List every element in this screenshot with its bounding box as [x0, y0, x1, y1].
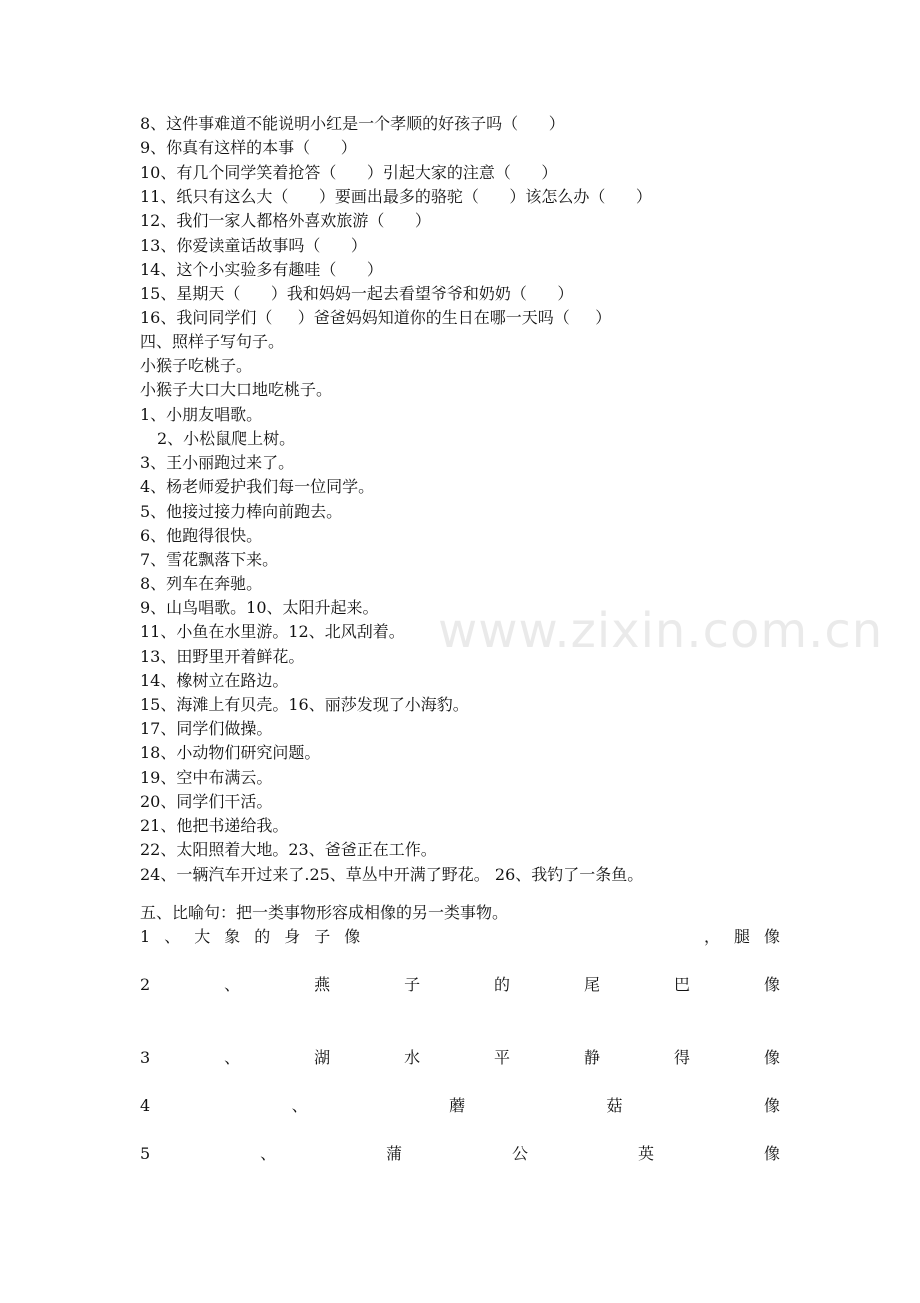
simile-char: 大: [194, 927, 211, 946]
simile-line-2: [140, 974, 780, 996]
text-line: 14、这个小实验多有趣哇（ ）: [140, 260, 383, 279]
text-line: 21、他把书递给我。: [140, 816, 289, 835]
simile-char: 蒲: [386, 1144, 403, 1163]
simile-char: 2: [140, 975, 151, 994]
simile-char: 尾: [584, 975, 601, 994]
text-line: 18、小动物们研究问题。: [140, 743, 321, 762]
text-line: 14、橡树立在路边。: [140, 671, 289, 690]
text-line: 2、小松鼠爬上树。: [157, 429, 296, 448]
text-line: 五、比喻句：把一类事物形容成相像的另一类事物。: [140, 903, 509, 922]
text-line: 19、空中布满云。: [140, 768, 273, 787]
text-line: 12、我们一家人都格外喜欢旅游（ ）: [140, 211, 431, 230]
simile-char: 像: [763, 1048, 780, 1067]
text-line: 13、田野里开着鲜花。: [140, 647, 305, 666]
text-line: 小猴子大口大口地吃桃子。: [140, 380, 333, 399]
text-line: 4、杨老师爱护我们每一位同学。: [140, 477, 375, 496]
simile-char: 子: [314, 927, 331, 946]
simile-line-4: [140, 1095, 780, 1117]
text-line: 13、你爱读童话故事吗（ ）: [140, 236, 367, 255]
simile-char: 的: [494, 975, 511, 994]
text-line: 5、他接过接力棒向前跑去。: [140, 502, 343, 521]
text-line: 小猴子吃桃子。: [140, 356, 253, 375]
simile-char: 1: [140, 927, 151, 946]
simile-char: 静: [584, 1048, 601, 1067]
simile-char: 5: [140, 1144, 151, 1163]
text-line: 四、照样子写句子。: [140, 332, 285, 351]
simile-char: 湖: [314, 1048, 331, 1067]
simile-char: 4: [140, 1096, 151, 1115]
text-line: 10、有几个同学笑着抢答（ ）引起大家的注意（ ）: [140, 163, 558, 182]
text-line: 11、小鱼在水里游。12、北风刮着。: [140, 622, 405, 641]
text-line: 24、一辆汽车开过来了.25、草丛中开满了野花。 26、我钓了一条鱼。: [140, 865, 644, 884]
text-line: 22、太阳照着大地。23、爸爸正在工作。: [140, 840, 437, 859]
text-line: 15、星期天（ ）我和妈妈一起去看望爷爷和奶奶（ ）: [140, 284, 574, 303]
text-line: 9、你真有这样的本事（ ）: [140, 138, 357, 157]
simile-char: 得: [673, 1048, 690, 1067]
text-line: 7、雪花飘落下来。: [140, 550, 279, 569]
watermark: www.zixin.com.cn: [438, 603, 884, 659]
simile-line-1: [140, 926, 780, 948]
text-line: 15、海滩上有贝壳。16、丽莎发现了小海豹。: [140, 695, 469, 714]
simile-char: 像: [344, 927, 361, 946]
simile-char: 像: [763, 1144, 780, 1163]
simile-char: 身: [284, 927, 301, 946]
simile-char: 子: [404, 975, 421, 994]
simile-char: 菇: [606, 1096, 623, 1115]
text-line: 16、我问同学们（ ）爸爸妈妈知道你的生日在哪一天吗（ ）: [140, 308, 612, 327]
text-line: 9、山鸟唱歌。10、太阳升起来。: [140, 598, 379, 617]
simile-char: 蘑: [449, 1096, 466, 1115]
text-line: 11、纸只有这么大（ ）要画出最多的骆驼（ ）该怎么办（ ）: [140, 187, 652, 206]
simile-char: 水: [404, 1048, 421, 1067]
simile-char: 、: [260, 1144, 277, 1163]
simile-char: 、: [164, 927, 181, 946]
simile-char: 象: [224, 927, 241, 946]
text-line: 1、小朋友唱歌。: [140, 405, 263, 424]
text-line: 17、同学们做操。: [140, 719, 273, 738]
simile-char: ，: [703, 927, 720, 946]
simile-char: 公: [512, 1144, 529, 1163]
simile-line-5: [140, 1143, 780, 1165]
simile-char: 平: [494, 1048, 511, 1067]
simile-char: 腿: [733, 927, 750, 946]
simile-char: 英: [637, 1144, 654, 1163]
simile-char: 像: [763, 1096, 780, 1115]
text-line: 3、王小丽跑过来了。: [140, 453, 295, 472]
simile-char: 的: [254, 927, 271, 946]
simile-char: 燕: [314, 975, 331, 994]
simile-char: 像: [763, 975, 780, 994]
simile-char: 巴: [673, 975, 690, 994]
simile-line-3: [140, 1047, 780, 1069]
simile-char: 、: [224, 1048, 241, 1067]
simile-char: 像: [763, 927, 780, 946]
simile-line-1-right: [704, 926, 780, 948]
text-line: 8、这件事难道不能说明小红是一个孝顺的好孩子吗（ ）: [140, 114, 565, 133]
text-line: 20、同学们干活。: [140, 792, 273, 811]
simile-char: 3: [140, 1048, 151, 1067]
text-line: 8、列车在奔驰。: [140, 574, 263, 593]
simile-line-1-left: [140, 926, 360, 948]
simile-char: 、: [224, 975, 241, 994]
text-line: 6、他跑得很快。: [140, 526, 263, 545]
simile-char: 、: [291, 1096, 308, 1115]
